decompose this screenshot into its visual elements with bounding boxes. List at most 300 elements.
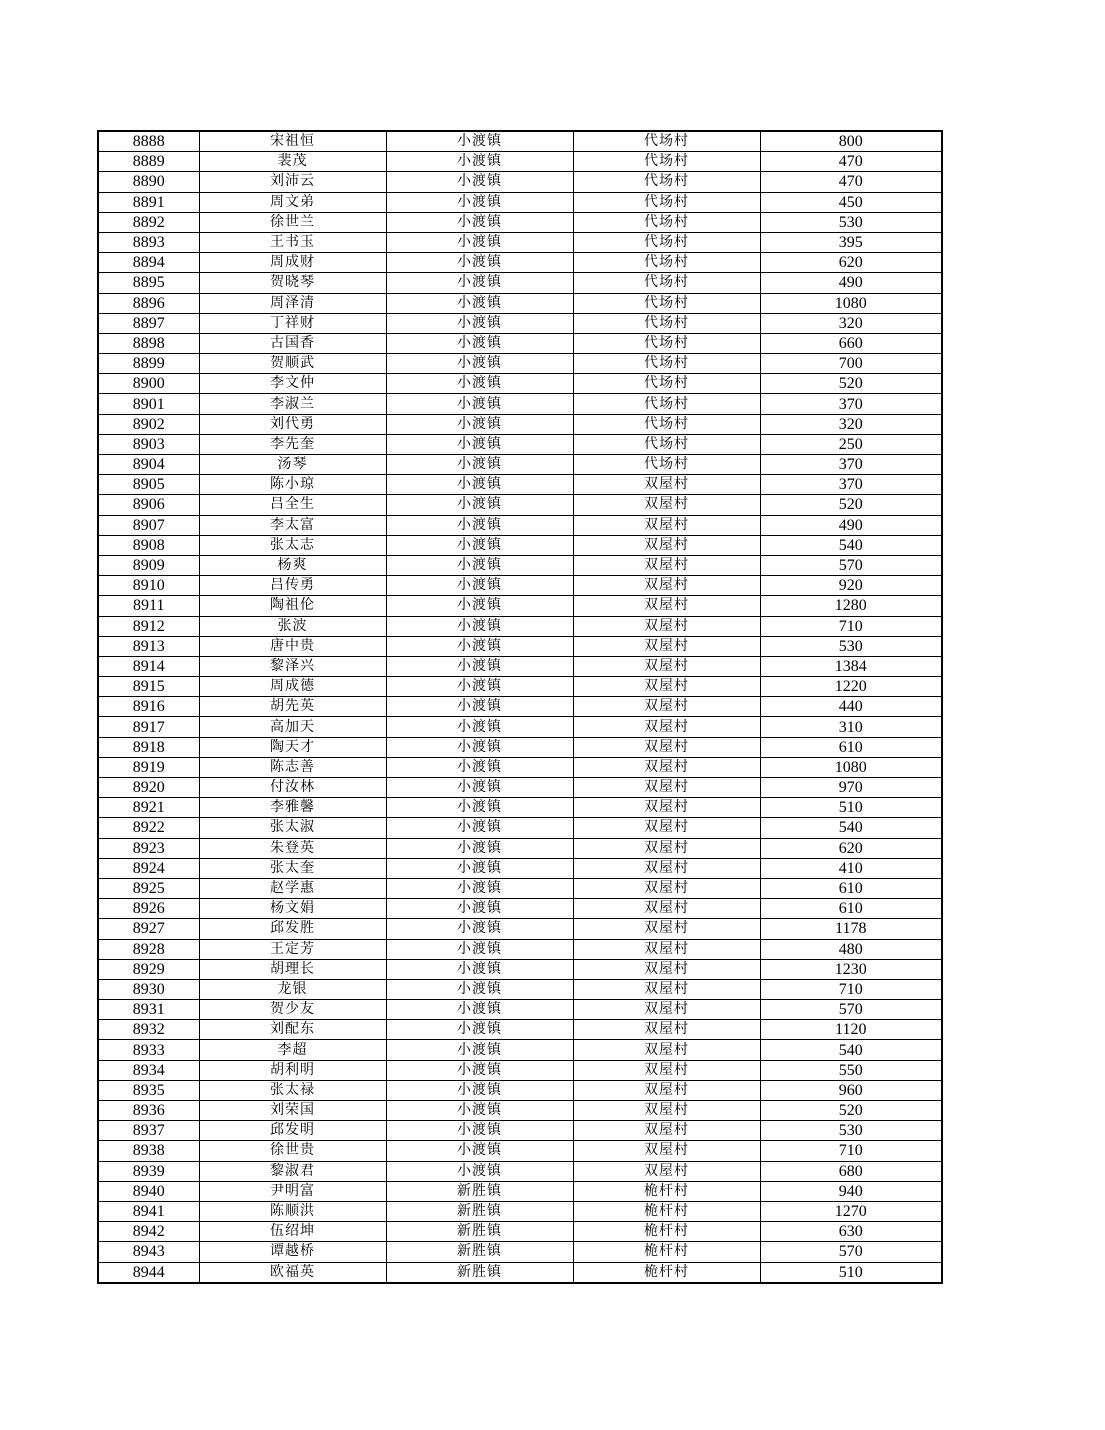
serial-number-cell: 8898 [98, 333, 199, 353]
town-cell: 小渡镇 [386, 333, 573, 353]
amount-cell: 250 [760, 434, 942, 454]
serial-number-cell: 8916 [98, 697, 199, 717]
town-cell: 小渡镇 [386, 434, 573, 454]
town-cell: 新胜镇 [386, 1181, 573, 1201]
name-cell: 欧福英 [199, 1262, 386, 1283]
serial-number-cell: 8890 [98, 172, 199, 192]
town-cell: 小渡镇 [386, 293, 573, 313]
serial-number-cell: 8888 [98, 131, 199, 152]
table-row [98, 1161, 942, 1181]
village-cell: 双屋村 [573, 959, 760, 979]
table-row [98, 131, 942, 152]
serial-number-cell: 8905 [98, 475, 199, 495]
town-cell: 小渡镇 [386, 1141, 573, 1161]
town-cell: 小渡镇 [386, 515, 573, 535]
table-row [98, 172, 942, 192]
amount-cell: 370 [760, 475, 942, 495]
amount-cell: 960 [760, 1080, 942, 1100]
table-row [98, 1222, 942, 1242]
table-row [98, 656, 942, 676]
serial-number-cell: 8910 [98, 576, 199, 596]
town-cell: 小渡镇 [386, 576, 573, 596]
table-row [98, 737, 942, 757]
table-row [98, 354, 942, 374]
village-cell: 双屋村 [573, 858, 760, 878]
table-row [98, 919, 942, 939]
table-row [98, 455, 942, 475]
amount-cell: 1178 [760, 919, 942, 939]
table-body [98, 131, 942, 1283]
name-cell: 古国香 [199, 333, 386, 353]
table-row [98, 1242, 942, 1262]
table-row [98, 576, 942, 596]
amount-cell: 490 [760, 273, 942, 293]
village-cell: 双屋村 [573, 717, 760, 737]
village-cell: 桅杆村 [573, 1201, 760, 1221]
town-cell: 小渡镇 [386, 697, 573, 717]
amount-cell: 610 [760, 899, 942, 919]
serial-number-cell: 8907 [98, 515, 199, 535]
town-cell: 小渡镇 [386, 414, 573, 434]
table-row [98, 778, 942, 798]
table-row [98, 636, 942, 656]
village-cell: 双屋村 [573, 616, 760, 636]
serial-number-cell: 8911 [98, 596, 199, 616]
table-row [98, 899, 942, 919]
serial-number-cell: 8944 [98, 1262, 199, 1283]
name-cell: 胡先英 [199, 697, 386, 717]
name-cell: 邱发胜 [199, 919, 386, 939]
serial-number-cell: 8892 [98, 212, 199, 232]
amount-cell: 1270 [760, 1201, 942, 1221]
table-row [98, 959, 942, 979]
serial-number-cell: 8917 [98, 717, 199, 737]
village-cell: 双屋村 [573, 535, 760, 555]
name-cell: 李雅馨 [199, 798, 386, 818]
serial-number-cell: 8912 [98, 616, 199, 636]
amount-cell: 370 [760, 394, 942, 414]
town-cell: 小渡镇 [386, 152, 573, 172]
town-cell: 小渡镇 [386, 979, 573, 999]
amount-cell: 800 [760, 131, 942, 152]
amount-cell: 440 [760, 697, 942, 717]
table-row [98, 1080, 942, 1100]
name-cell: 陈志善 [199, 757, 386, 777]
town-cell: 小渡镇 [386, 1121, 573, 1141]
village-cell: 双屋村 [573, 596, 760, 616]
table-row [98, 757, 942, 777]
village-cell: 代场村 [573, 333, 760, 353]
serial-number-cell: 8891 [98, 192, 199, 212]
name-cell: 张太奎 [199, 858, 386, 878]
village-cell: 双屋村 [573, 1141, 760, 1161]
town-cell: 新胜镇 [386, 1262, 573, 1283]
table-row [98, 555, 942, 575]
serial-number-cell: 8924 [98, 858, 199, 878]
amount-cell: 470 [760, 152, 942, 172]
village-cell: 双屋村 [573, 515, 760, 535]
table-row [98, 818, 942, 838]
amount-cell: 620 [760, 838, 942, 858]
village-cell: 双屋村 [573, 838, 760, 858]
name-cell: 李淑兰 [199, 394, 386, 414]
serial-number-cell: 8925 [98, 878, 199, 898]
name-cell: 王书玉 [199, 232, 386, 252]
town-cell: 小渡镇 [386, 394, 573, 414]
town-cell: 小渡镇 [386, 354, 573, 374]
table-row [98, 475, 942, 495]
amount-cell: 450 [760, 192, 942, 212]
village-cell: 代场村 [573, 273, 760, 293]
village-cell: 代场村 [573, 172, 760, 192]
name-cell: 龙银 [199, 979, 386, 999]
serial-number-cell: 8935 [98, 1080, 199, 1100]
name-cell: 张太淑 [199, 818, 386, 838]
table-row [98, 273, 942, 293]
town-cell: 小渡镇 [386, 172, 573, 192]
name-cell: 杨文娟 [199, 899, 386, 919]
town-cell: 小渡镇 [386, 838, 573, 858]
table-row [98, 1020, 942, 1040]
serial-number-cell: 8904 [98, 455, 199, 475]
serial-number-cell: 8936 [98, 1101, 199, 1121]
name-cell: 杨爽 [199, 555, 386, 575]
village-cell: 双屋村 [573, 1040, 760, 1060]
serial-number-cell: 8889 [98, 152, 199, 172]
table-row [98, 253, 942, 273]
table-row [98, 495, 942, 515]
serial-number-cell: 8893 [98, 232, 199, 252]
name-cell: 陶祖伦 [199, 596, 386, 616]
village-cell: 代场村 [573, 131, 760, 152]
amount-cell: 570 [760, 555, 942, 575]
town-cell: 小渡镇 [386, 899, 573, 919]
table-row [98, 616, 942, 636]
serial-number-cell: 8942 [98, 1222, 199, 1242]
town-cell: 小渡镇 [386, 616, 573, 636]
name-cell: 宋祖恒 [199, 131, 386, 152]
amount-cell: 370 [760, 455, 942, 475]
name-cell: 高加天 [199, 717, 386, 737]
serial-number-cell: 8934 [98, 1060, 199, 1080]
town-cell: 小渡镇 [386, 677, 573, 697]
town-cell: 小渡镇 [386, 1040, 573, 1060]
serial-number-cell: 8920 [98, 778, 199, 798]
amount-cell: 395 [760, 232, 942, 252]
village-cell: 双屋村 [573, 919, 760, 939]
village-cell: 桅杆村 [573, 1242, 760, 1262]
name-cell: 张太志 [199, 535, 386, 555]
village-cell: 双屋村 [573, 818, 760, 838]
serial-number-cell: 8896 [98, 293, 199, 313]
amount-cell: 710 [760, 616, 942, 636]
amount-cell: 570 [760, 1000, 942, 1020]
table-row [98, 979, 942, 999]
village-cell: 代场村 [573, 414, 760, 434]
amount-cell: 1120 [760, 1020, 942, 1040]
name-cell: 周泽清 [199, 293, 386, 313]
amount-cell: 610 [760, 878, 942, 898]
village-cell: 双屋村 [573, 1060, 760, 1080]
serial-number-cell: 8894 [98, 253, 199, 273]
village-cell: 双屋村 [573, 1101, 760, 1121]
table-row [98, 293, 942, 313]
name-cell: 周文弟 [199, 192, 386, 212]
table-row [98, 878, 942, 898]
amount-cell: 680 [760, 1161, 942, 1181]
table-row [98, 333, 942, 353]
village-cell: 双屋村 [573, 878, 760, 898]
town-cell: 小渡镇 [386, 1101, 573, 1121]
serial-number-cell: 8932 [98, 1020, 199, 1040]
serial-number-cell: 8900 [98, 374, 199, 394]
serial-number-cell: 8939 [98, 1161, 199, 1181]
village-cell: 双屋村 [573, 656, 760, 676]
name-cell: 李先奎 [199, 434, 386, 454]
village-cell: 双屋村 [573, 1000, 760, 1020]
name-cell: 贺顺武 [199, 354, 386, 374]
town-cell: 小渡镇 [386, 535, 573, 555]
table-row [98, 212, 942, 232]
village-cell: 代场村 [573, 374, 760, 394]
name-cell: 刘荣国 [199, 1101, 386, 1121]
name-cell: 朱登英 [199, 838, 386, 858]
name-cell: 付汝林 [199, 778, 386, 798]
village-cell: 双屋村 [573, 677, 760, 697]
amount-cell: 470 [760, 172, 942, 192]
town-cell: 小渡镇 [386, 636, 573, 656]
town-cell: 小渡镇 [386, 737, 573, 757]
name-cell: 汤琴 [199, 455, 386, 475]
village-cell: 代场村 [573, 455, 760, 475]
serial-number-cell: 8915 [98, 677, 199, 697]
town-cell: 小渡镇 [386, 253, 573, 273]
village-cell: 双屋村 [573, 1121, 760, 1141]
name-cell: 唐中贵 [199, 636, 386, 656]
amount-cell: 310 [760, 717, 942, 737]
amount-cell: 530 [760, 212, 942, 232]
village-cell: 双屋村 [573, 737, 760, 757]
village-cell: 桅杆村 [573, 1262, 760, 1283]
town-cell: 小渡镇 [386, 656, 573, 676]
town-cell: 小渡镇 [386, 959, 573, 979]
village-cell: 双屋村 [573, 778, 760, 798]
village-cell: 双屋村 [573, 979, 760, 999]
amount-cell: 540 [760, 535, 942, 555]
serial-number-cell: 8930 [98, 979, 199, 999]
table-row [98, 414, 942, 434]
name-cell: 伍绍坤 [199, 1222, 386, 1242]
name-cell: 黎泽兴 [199, 656, 386, 676]
table-row [98, 838, 942, 858]
amount-cell: 940 [760, 1181, 942, 1201]
table-row [98, 1000, 942, 1020]
amount-cell: 1220 [760, 677, 942, 697]
name-cell: 张太禄 [199, 1080, 386, 1100]
name-cell: 刘配东 [199, 1020, 386, 1040]
village-cell: 代场村 [573, 253, 760, 273]
town-cell: 小渡镇 [386, 212, 573, 232]
name-cell: 吕全生 [199, 495, 386, 515]
table-row [98, 798, 942, 818]
village-cell: 代场村 [573, 293, 760, 313]
village-cell: 双屋村 [573, 1080, 760, 1100]
serial-number-cell: 8901 [98, 394, 199, 414]
town-cell: 新胜镇 [386, 1201, 573, 1221]
name-cell: 贺少友 [199, 1000, 386, 1020]
town-cell: 小渡镇 [386, 596, 573, 616]
serial-number-cell: 8923 [98, 838, 199, 858]
serial-number-cell: 8906 [98, 495, 199, 515]
serial-number-cell: 8903 [98, 434, 199, 454]
table-row [98, 1201, 942, 1221]
table-row [98, 939, 942, 959]
name-cell: 徐世兰 [199, 212, 386, 232]
table-row [98, 535, 942, 555]
amount-cell: 1230 [760, 959, 942, 979]
table-row [98, 596, 942, 616]
village-cell: 双屋村 [573, 1020, 760, 1040]
name-cell: 胡利明 [199, 1060, 386, 1080]
serial-number-cell: 8931 [98, 1000, 199, 1020]
amount-cell: 520 [760, 495, 942, 515]
amount-cell: 320 [760, 313, 942, 333]
village-cell: 双屋村 [573, 576, 760, 596]
name-cell: 陶天才 [199, 737, 386, 757]
village-cell: 代场村 [573, 394, 760, 414]
village-cell: 双屋村 [573, 939, 760, 959]
town-cell: 小渡镇 [386, 273, 573, 293]
village-cell: 双屋村 [573, 495, 760, 515]
serial-number-cell: 8921 [98, 798, 199, 818]
serial-number-cell: 8927 [98, 919, 199, 939]
village-cell: 桅杆村 [573, 1181, 760, 1201]
village-cell: 双屋村 [573, 475, 760, 495]
serial-number-cell: 8919 [98, 757, 199, 777]
serial-number-cell: 8913 [98, 636, 199, 656]
table-row [98, 434, 942, 454]
amount-cell: 570 [760, 1242, 942, 1262]
village-cell: 双屋村 [573, 798, 760, 818]
name-cell: 贺晓琴 [199, 273, 386, 293]
town-cell: 小渡镇 [386, 717, 573, 737]
name-cell: 张波 [199, 616, 386, 636]
amount-cell: 540 [760, 818, 942, 838]
amount-cell: 540 [760, 1040, 942, 1060]
amount-cell: 520 [760, 1101, 942, 1121]
town-cell: 小渡镇 [386, 131, 573, 152]
name-cell: 周成德 [199, 677, 386, 697]
town-cell: 小渡镇 [386, 1060, 573, 1080]
amount-cell: 630 [760, 1222, 942, 1242]
table-row [98, 394, 942, 414]
serial-number-cell: 8941 [98, 1201, 199, 1221]
table-row [98, 192, 942, 212]
table-row [98, 1121, 942, 1141]
serial-number-cell: 8938 [98, 1141, 199, 1161]
amount-cell: 920 [760, 576, 942, 596]
name-cell: 陈顺洪 [199, 1201, 386, 1221]
village-cell: 代场村 [573, 212, 760, 232]
table-row [98, 858, 942, 878]
table-row [98, 313, 942, 333]
village-cell: 代场村 [573, 354, 760, 374]
amount-cell: 1280 [760, 596, 942, 616]
amount-cell: 700 [760, 354, 942, 374]
name-cell: 胡理长 [199, 959, 386, 979]
amount-cell: 1384 [760, 656, 942, 676]
table-row [98, 1181, 942, 1201]
amount-cell: 510 [760, 798, 942, 818]
town-cell: 小渡镇 [386, 798, 573, 818]
amount-cell: 1080 [760, 757, 942, 777]
town-cell: 小渡镇 [386, 919, 573, 939]
town-cell: 小渡镇 [386, 1080, 573, 1100]
village-cell: 双屋村 [573, 555, 760, 575]
table-row [98, 677, 942, 697]
name-cell: 李超 [199, 1040, 386, 1060]
serial-number-cell: 8943 [98, 1242, 199, 1262]
table-row [98, 1060, 942, 1080]
name-cell: 周成财 [199, 253, 386, 273]
name-cell: 裴茂 [199, 152, 386, 172]
village-cell: 双屋村 [573, 697, 760, 717]
town-cell: 小渡镇 [386, 232, 573, 252]
serial-number-cell: 8897 [98, 313, 199, 333]
name-cell: 邱发明 [199, 1121, 386, 1141]
town-cell: 小渡镇 [386, 374, 573, 394]
name-cell: 陈小琼 [199, 475, 386, 495]
serial-number-cell: 8928 [98, 939, 199, 959]
amount-cell: 520 [760, 374, 942, 394]
village-cell: 双屋村 [573, 757, 760, 777]
serial-number-cell: 8908 [98, 535, 199, 555]
amount-cell: 510 [760, 1262, 942, 1283]
village-cell: 双屋村 [573, 636, 760, 656]
town-cell: 新胜镇 [386, 1222, 573, 1242]
town-cell: 小渡镇 [386, 757, 573, 777]
amount-cell: 620 [760, 253, 942, 273]
village-cell: 代场村 [573, 232, 760, 252]
amount-cell: 530 [760, 1121, 942, 1141]
town-cell: 小渡镇 [386, 778, 573, 798]
amount-cell: 550 [760, 1060, 942, 1080]
serial-number-cell: 8937 [98, 1121, 199, 1141]
serial-number-cell: 8933 [98, 1040, 199, 1060]
amount-cell: 320 [760, 414, 942, 434]
table-row [98, 1141, 942, 1161]
table-row [98, 152, 942, 172]
serial-number-cell: 8918 [98, 737, 199, 757]
town-cell: 小渡镇 [386, 192, 573, 212]
table-row [98, 1101, 942, 1121]
name-cell: 王定芳 [199, 939, 386, 959]
table-row [98, 232, 942, 252]
serial-number-cell: 8914 [98, 656, 199, 676]
amount-cell: 710 [760, 1141, 942, 1161]
name-cell: 徐世贵 [199, 1141, 386, 1161]
name-cell: 谭越桥 [199, 1242, 386, 1262]
town-cell: 小渡镇 [386, 475, 573, 495]
amount-cell: 710 [760, 979, 942, 999]
town-cell: 新胜镇 [386, 1242, 573, 1262]
name-cell: 丁祥财 [199, 313, 386, 333]
amount-cell: 1080 [760, 293, 942, 313]
town-cell: 小渡镇 [386, 858, 573, 878]
serial-number-cell: 8922 [98, 818, 199, 838]
amount-cell: 660 [760, 333, 942, 353]
town-cell: 小渡镇 [386, 939, 573, 959]
